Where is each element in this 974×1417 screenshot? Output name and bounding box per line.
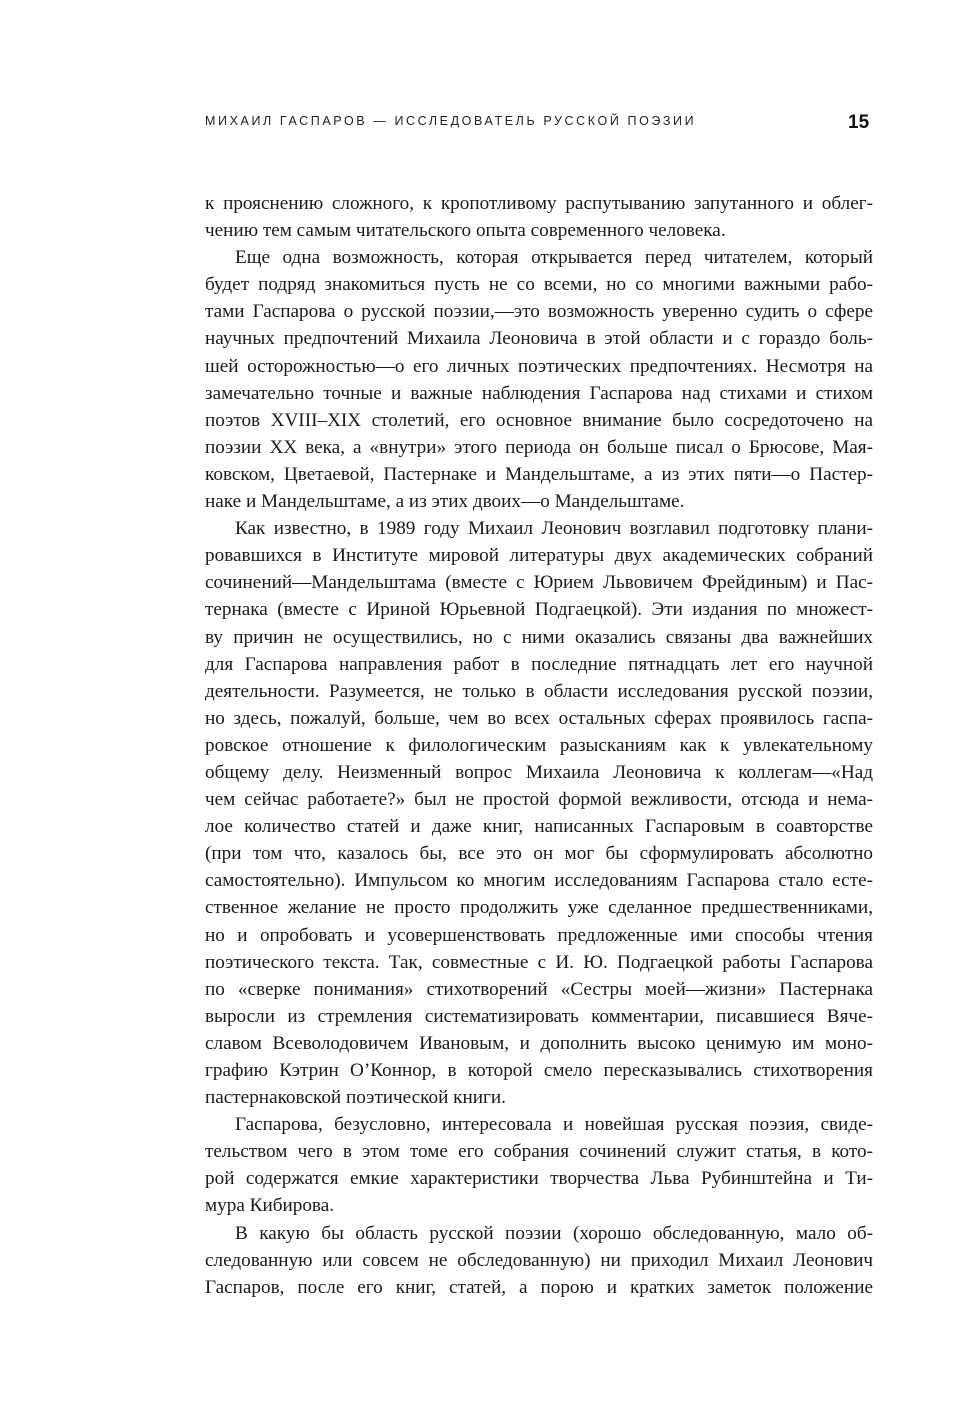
text-line: поэтического текста. Так, совместные с И. Ю. Подгаецкой работы Гаспарова [205, 951, 873, 973]
running-head: МИХАИЛ ГАСПАРОВ — ИССЛЕДОВАТЕЛЬ РУССКОЙ ПОЭЗИИ [205, 114, 697, 128]
text-line: тельством чего в этом томе его собрания сочинений служит статья, в кото- [205, 1141, 873, 1163]
text-line: научных предпочтений Михаила Леоновича в этой области и с гораздо боль- [205, 328, 873, 350]
text-line: общему делу. Неизменный вопрос Михаила Леоновича к коллегам—«Над [205, 761, 873, 783]
text-line: лое количество статей и даже книг, написанных Гаспаровым в соавторстве [205, 816, 873, 838]
text-line: пастернаковской поэтической книги. [205, 1087, 506, 1109]
text-line: чению тем самым читательского опыта современного человека. [205, 220, 726, 242]
text-line: замечательно точные и важные наблюдения Гаспарова над стихами и стихом [205, 382, 873, 404]
text-line: следованную или совсем не обследованную) ни приходил Михаил Леонович [205, 1249, 873, 1271]
text-line: ву причин не осуществились, но с ними оказались связаны два важнейших [205, 626, 873, 648]
text-line: Еще одна возможность, которая открывается перед читателем, который [235, 247, 873, 269]
text-line: чем сейчас работаете?» был не простой формой вежливости, отсюда и нема- [205, 789, 873, 811]
text-line: но и опробовать и усовершенствовать предложенные ими способы чтения [205, 924, 873, 946]
text-line: тернака (вместе с Ириной Юрьевной Подгаецкой). Эти издания по множест- [205, 599, 873, 621]
text-line: по «сверке понимания» стихотворений «Сестры моей—жизни» Пастернака [205, 978, 873, 1000]
paragraph [205, 1220, 873, 1301]
text-line: самостоятельно). Импульсом ко многим исследованиям Гаспарова стало есте- [205, 870, 873, 892]
text-line: наке и Мандельштаме, а из этих двоих—о Мандельштаме. [205, 491, 685, 513]
text-line: выросли из стремления систематизировать комментарии, писавшиеся Вяче- [205, 1005, 873, 1027]
text-line: к прояснению сложного, к кропотливому распутыванию запутанного и облег- [205, 193, 873, 214]
text-line: рой содержатся емкие характеристики творчества Льва Рубинштейна и Ти- [205, 1168, 873, 1190]
body-text [205, 190, 873, 1301]
text-line: (при том что, казалось бы, все это он мог бы сформулировать абсолютно [205, 843, 873, 865]
text-line: Гаспарова, безусловно, интересовала и новейшая русская поэзия, свиде- [235, 1114, 873, 1136]
text-line: тами Гаспарова о русской поэзии,—это возможность уверенно судить о сфере [205, 301, 873, 323]
text-line: графию Кэтрин О’Коннор, в которой смело пересказывались стихотворения [205, 1060, 873, 1081]
text-line: Гаспаров, после его книг, статей, а порою и кратких заметок положение [205, 1276, 873, 1298]
text-line: но здесь, пожалуй, больше, чем во всех остальных сферах проявилось гаспа- [205, 707, 873, 729]
text-line: для Гаспарова направления работ в последние пятнадцать лет его научной [205, 653, 873, 675]
text-line: деятельности. Разумеется, не только в области исследования русской поэзии, [205, 680, 873, 702]
text-line: Как известно, в 1989 году Михаил Леонович возглавил подготовку плани- [235, 518, 873, 540]
paragraph [205, 190, 873, 244]
text-line: ровавшихся в Институте мировой литературы двух академических собраний [205, 545, 873, 567]
paragraph [205, 1111, 873, 1219]
text-line: мура Кибирова. [205, 1195, 335, 1217]
page-number: 15 [848, 112, 870, 133]
text-line: будет подряд знакомиться пусть не со всеми, но со многими важными рабо- [205, 274, 873, 296]
text-line: ственное желание не просто продолжить уже сделанное предшественниками, [205, 897, 873, 919]
text-line: ковском, Цветаевой, Пастернаке и Мандельштаме, а из этих пяти—о Пастер- [205, 463, 873, 485]
text-line: поэзии XX века, а «внутри» этого периода он больше писал о Брюсове, Мая- [205, 436, 873, 458]
paragraph [205, 515, 873, 1111]
text-line: ровское отношение к филологическим разысканиям как к увлекательному [205, 734, 873, 756]
paragraph [205, 244, 873, 515]
text-line: шей осторожностью—о его личных поэтических предпочтениях. Несмотря на [205, 355, 873, 377]
text-line: В какую бы область русской поэзии (хорошо обследованную, мало об- [235, 1222, 873, 1244]
text-line: сочинений—Мандельштама (вместе с Юрием Львовичем Фрейдиным) и Пас- [205, 572, 873, 594]
text-line: поэтов XVIII–XIX столетий, его основное внимание было сосредоточено на [205, 409, 873, 431]
text-line: славом Всеволодовичем Ивановым, и дополнить высоко ценимую им моно- [205, 1032, 873, 1054]
